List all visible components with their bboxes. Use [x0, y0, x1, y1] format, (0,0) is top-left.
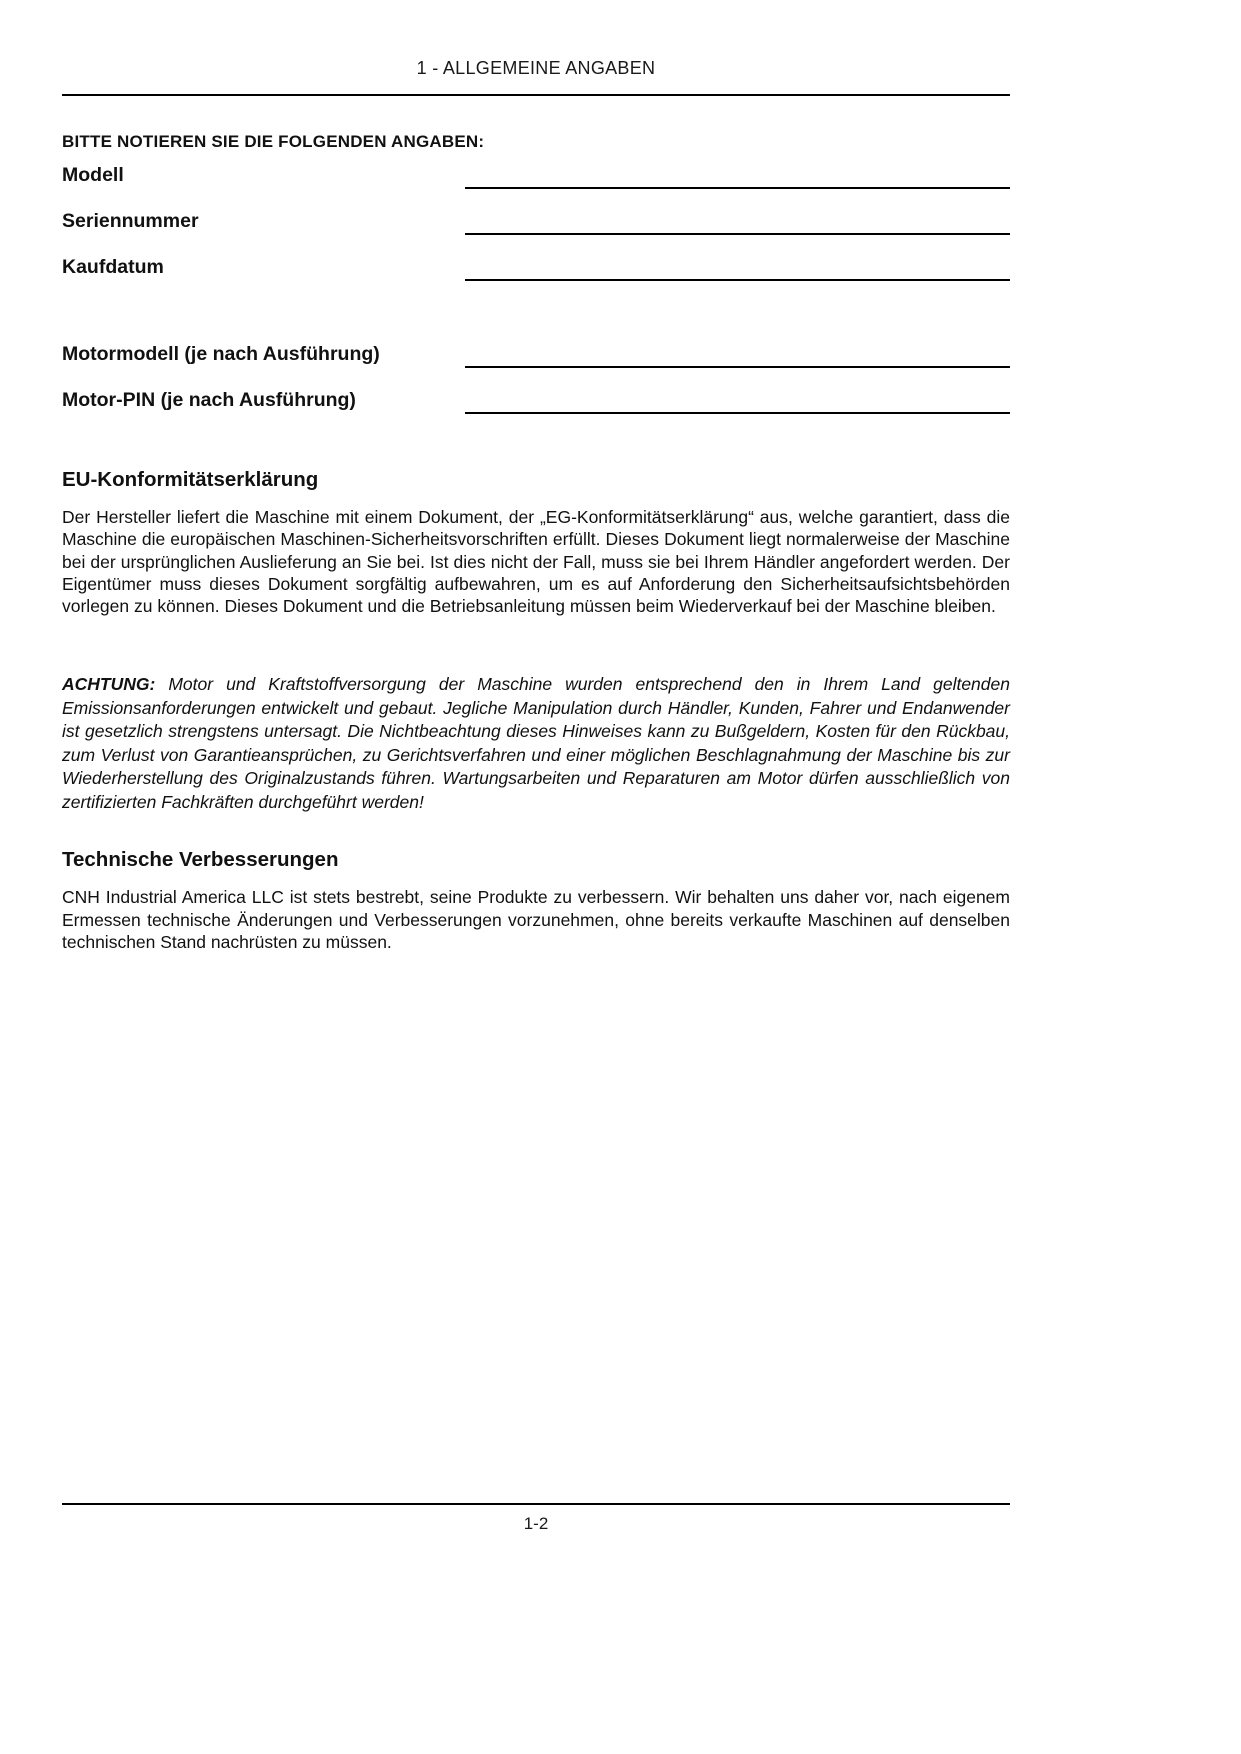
fill-in-line-seriennummer	[465, 211, 1010, 235]
form-field-seriennummer	[62, 208, 1010, 235]
field-label-motor-pin: Motor-PIN (je nach Ausführung)	[62, 389, 356, 411]
field-label-motormodell: Motormodell (je nach Ausführung)	[62, 343, 380, 365]
page-footer	[62, 1503, 1010, 1534]
paragraph-eu-declaration: Der Hersteller liefert die Maschine mit einem Dokument, der „EG-Konformitätserklärung“ aus, welche garantiert, dass die Maschine die europäischen Maschinen-Sicherheitsvorschriften erfüllt. Dieses Dokument liegt normalerweise der Maschine bei der ursprünglichen Auslieferung an Sie bei. Ist dies nicht der Fall, muss sie bei Ihrem Händler angefordert werden. Der Eigentümer muss dieses Dokument sorgfältig aufbewahren, um es auf Anforderung den Sicherheitsaufsichtsbehörden vorlegen zu können. Dieses Dokument und die Betriebsanleitung müssen beim Wiederverkauf bei der Maschine bleiben.	[62, 507, 1010, 617]
form-field-kaufdatum	[62, 254, 1010, 281]
section-title-eu-declaration: EU-Konformitätserklärung	[62, 468, 319, 491]
fill-in-line-motormodell	[465, 344, 1010, 368]
fill-in-line-kaufdatum	[465, 257, 1010, 281]
paragraph-improvements: CNH Industrial America LLC ist stets bestrebt, seine Produkte zu verbessern. Wir behalten uns daher vor, nach eigenem Ermessen technische Änderungen und Verbesserungen vorzunehmen, ohne bereits verkaufte Maschinen auf denselben technischen Stand nachrüsten zu müssen.	[62, 887, 1010, 953]
form-field-motor-pin	[62, 387, 1010, 414]
notice-label: ACHTUNG:	[62, 674, 156, 695]
form-field-motormodell	[62, 341, 1010, 368]
page-content	[62, 0, 1010, 953]
chapter-header: 1 - ALLGEMEINE ANGABEN	[416, 58, 656, 78]
paragraph-notice	[62, 673, 1010, 814]
form-intro: BITTE NOTIEREN SIE DIE FOLGENDEN ANGABEN:	[62, 132, 485, 151]
fill-in-line-motor-pin	[465, 390, 1010, 414]
field-label-kaufdatum: Kaufdatum	[62, 256, 164, 278]
field-label-seriennummer: Seriennummer	[62, 210, 199, 232]
section-title-improvements: Technische Verbesserungen	[62, 848, 339, 872]
form-field-modell	[62, 162, 1010, 189]
fill-in-line-modell	[465, 165, 1010, 189]
footer-rule	[62, 1503, 1010, 1505]
page-number: 1-2	[523, 1514, 549, 1533]
header-rule	[62, 94, 1010, 96]
field-label-modell: Modell	[62, 164, 124, 186]
notice-text: Motor und Kraftstoffversorgung der Maschine wurden entsprechend den in Ihrem Land geltenden Emissionsanforderungen entwickelt und gebaut. Jegliche Manipulation durch Händler, Kunden, Fahrer und Endanwender ist gesetzlich strengstens untersagt. Die Nichtbeachtung dieses Hinweises kann zu Bußgeldern, Kosten für den Rückbau, zum Verlust von Garantieansprüchen, zu Gerichtsverfahren und einer möglichen Beschlagnahmung der Maschine bis zur Wiederherstellung des Originalzustands führen. Wartungsarbeiten und Reparaturen am Motor dürfen ausschließlich von zertifizierten Fachkräften durchgeführt werden!	[62, 674, 1010, 812]
